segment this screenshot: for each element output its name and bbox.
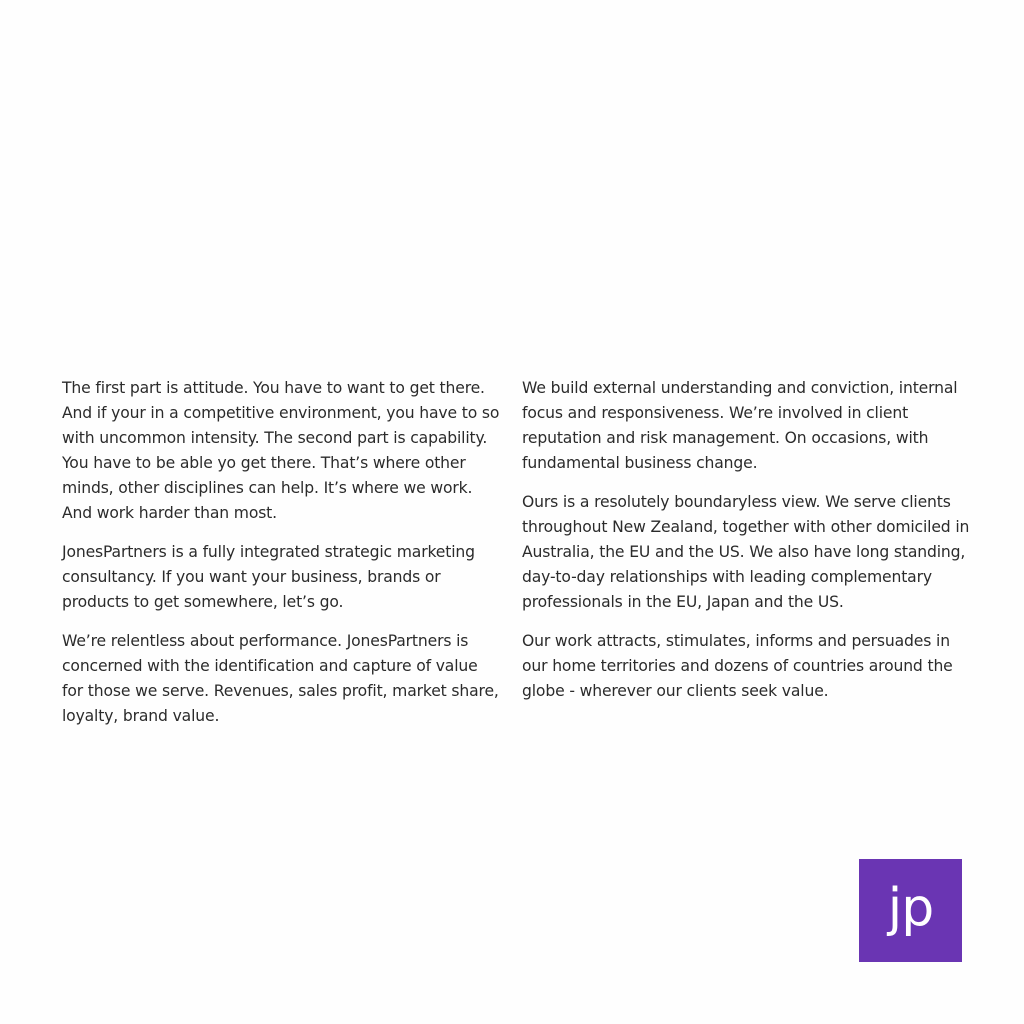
left-paragraph-3: We’re relentless about performance. JonesPartners is concerned with the identification and capture of value for those we serve. Revenues, sales profit, market share, loyalty, brand value. <box>62 632 499 725</box>
left-paragraph-1: The first part is attitude. You have to want to get there. And if your in a competitive environment, you have to so with uncommon intensity. The second part is capability. You have to be able yo get there. That’s where other minds, other disciplines can help. It’s where we work. And work harder than most. <box>62 379 500 522</box>
left-text-column <box>62 376 502 743</box>
right-text-column <box>522 376 970 718</box>
right-paragraph-3: Our work attracts, stimulates, informs and persuades in our home territories and dozens of countries around the globe - wherever our clients seek value. <box>522 632 953 700</box>
logo-text: jp <box>887 877 934 938</box>
jp-logo <box>859 859 962 962</box>
right-paragraph-1: We build external understanding and conviction, internal focus and responsiveness. We’re involved in client reputation and risk management. On occasions, with fundamental business change. <box>522 379 958 472</box>
right-paragraph-2: Ours is a resolutely boundaryless view. We serve clients throughout New Zealand, together with other domiciled in Australia, the EU and the US. We also have long standing, day-to-day relationships with leading complementary professionals in the EU, Japan and the US. <box>522 493 970 611</box>
left-paragraph-2: JonesPartners is a fully integrated strategic marketing consultancy. If you want your business, brands or products to get somewhere, let’s go. <box>62 543 475 611</box>
